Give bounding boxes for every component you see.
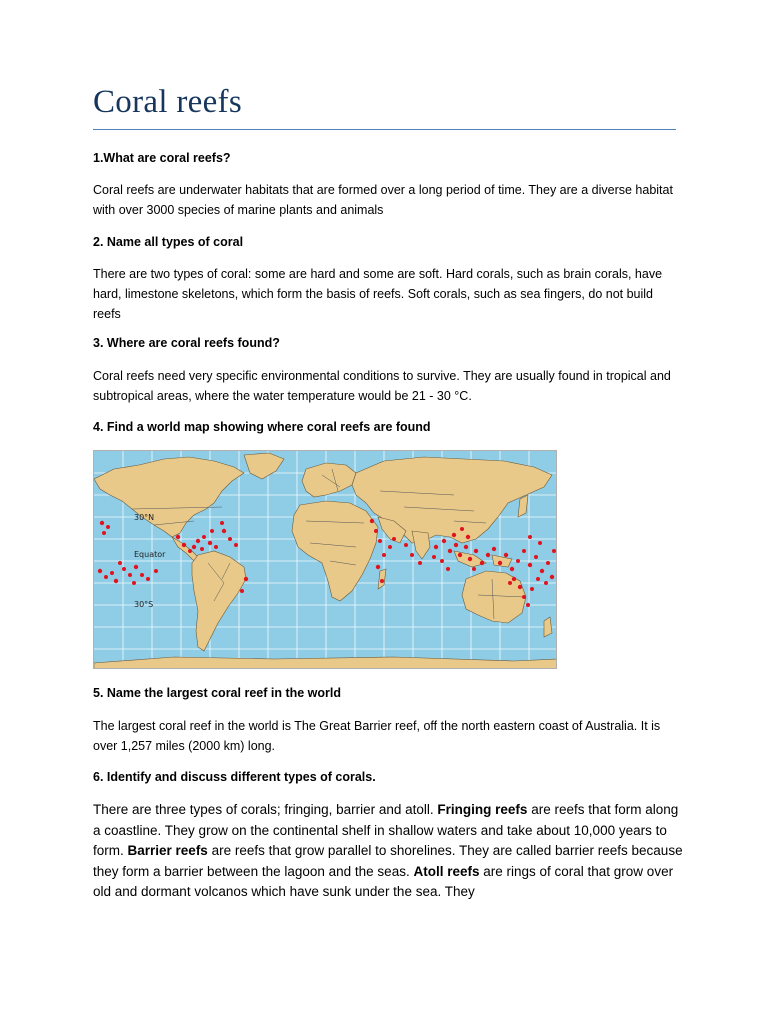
answer-1: Coral reefs are underwater habitats that are formed over a long period of time. They are a diverse habitat with over 3000 species of marine plants and animals	[93, 183, 673, 217]
question-6: 6. Identify and discuss different types of corals.	[93, 770, 376, 784]
answer-6-part-6: are rings of coral that grow over old and dormant volcanos which have sunk under the sea. They	[93, 863, 674, 899]
page-title: Coral reefs	[93, 84, 242, 120]
world-coral-reef-map	[93, 450, 557, 669]
answer-3: Coral reefs need very specific environmental conditions to survive. They are usually found in tropical and subtropical areas, where the water temperature would be 21 - 30 °C.	[93, 369, 671, 403]
answer-2: There are two types of coral: some are hard and some are soft. Hard corals, such as brain corals, have hard, limestone skeletons, which form the basis of reefs. Soft corals, such as sea fingers, do not build reefs	[93, 267, 663, 321]
answer-6-part-2: are reefs that form along a coastline. They grow on the continental shelf in shallow waters and take about 10,000 years to form.	[93, 802, 679, 858]
question-1: 1.What are coral reefs?	[93, 151, 231, 165]
answer-6-part-4: are reefs that grow parallel to shorelines. They are called barrier reefs because they form a barrier between the lagoon and the seas.	[93, 843, 683, 879]
question-3: 3. Where are coral reefs found?	[93, 336, 280, 350]
answer-5: The largest coral reef in the world is The Great Barrier reef, off the north eastern coast of Australia. It is over 1,257 miles (2000 km) long.	[93, 719, 661, 753]
question-2: 2. Name all types of coral	[93, 235, 244, 249]
map-svg	[94, 451, 557, 669]
term-barrier-reefs: Barrier reefs	[127, 843, 208, 858]
term-atoll-reefs: Atoll reefs	[413, 863, 480, 879]
label-equator: Equator	[134, 550, 166, 559]
term-fringing-reefs: Fringing reefs	[437, 802, 528, 817]
title-divider	[93, 129, 676, 130]
question-4: 4. Find a world map showing where coral reefs are found	[93, 420, 431, 434]
answer-6	[93, 800, 683, 903]
answer-6-part-0: There are three types of corals; fringing, barrier and atoll.	[93, 802, 438, 817]
label-30n: 30°N	[134, 513, 155, 522]
question-5: 5. Name the largest coral reef in the world	[93, 686, 341, 700]
label-30s: 30°S	[134, 600, 154, 609]
